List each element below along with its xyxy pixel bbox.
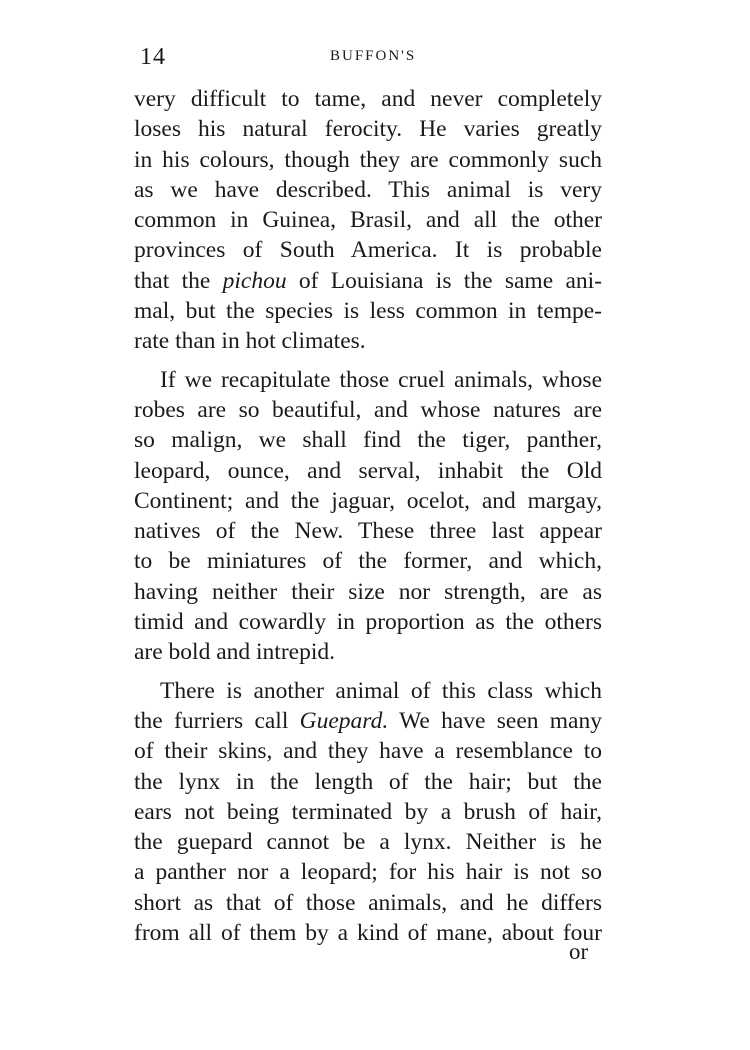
text-line <box>134 266 602 296</box>
paragraph <box>134 365 602 668</box>
text-line: the guepard cannot be a lynx. Neither is he <box>134 829 602 856</box>
paragraph <box>134 676 602 949</box>
text-line: timid and cowardly in proportion as the others <box>134 609 602 636</box>
page-number: 14 <box>140 44 166 70</box>
text-line: very difficult to tame, and never completely <box>134 86 602 112</box>
paragraph <box>134 84 602 357</box>
text-line: are bold and intrepid. <box>134 639 335 666</box>
page-header <box>140 44 610 74</box>
text-line: There is another animal of this class which <box>160 677 602 704</box>
text-line: provinces of South America. It is probable <box>134 237 602 264</box>
catchword: or <box>569 939 589 964</box>
text-line: mal, but the species is less common in tempe- <box>134 298 602 325</box>
text-line: as we have described. This animal is very <box>134 176 602 203</box>
text-line: to be miniatures of the former, and which, <box>134 548 602 575</box>
text-line: so malign, we shall find the tiger, panther, <box>134 427 602 454</box>
line-text: that the <box>134 267 223 294</box>
text-line: ears not being terminated by a brush of hair, <box>134 798 602 825</box>
text-line: a panther nor a leopard; for his hair is not so <box>134 859 602 886</box>
text-line: short as that of those animals, and he differs <box>134 889 602 916</box>
text-line: rate than in hot climates. <box>134 328 366 355</box>
body-text <box>134 84 602 948</box>
text-line: of their skins, and they have a resemblance to <box>134 738 602 765</box>
text-line: robes are so beautiful, and whose natures are <box>134 396 602 423</box>
text-line: common in Guinea, Brasil, and all the other <box>134 207 602 234</box>
text-line: natives of the New. These three last appear <box>134 518 602 545</box>
text-line: leopard, ounce, and serval, inhabit the Old <box>134 457 602 484</box>
text-line: loses his natural ferocity. He varies greatly <box>134 116 602 143</box>
line-text: of Louisiana is the same ani- <box>286 267 602 294</box>
text-line <box>134 706 602 736</box>
text-line: having neither their size nor strength, are as <box>134 578 602 605</box>
text-line: in his colours, though they are commonly such <box>134 146 602 173</box>
running-head: BUFFON'S <box>330 48 417 64</box>
line-text: the furriers call <box>134 707 300 734</box>
text-line: If we recapitulate those cruel animals, whose <box>160 366 602 393</box>
text-line: from all of them by a kind of mane, about four <box>134 920 602 947</box>
line-text: We have seen many <box>388 707 602 734</box>
italic-term: pichou <box>222 267 287 294</box>
italic-term: Guepard. <box>299 707 389 734</box>
text-line: Continent; and the jaguar, ocelot, and margay, <box>134 487 602 514</box>
text-line: the lynx in the length of the hair; but the <box>134 768 602 795</box>
